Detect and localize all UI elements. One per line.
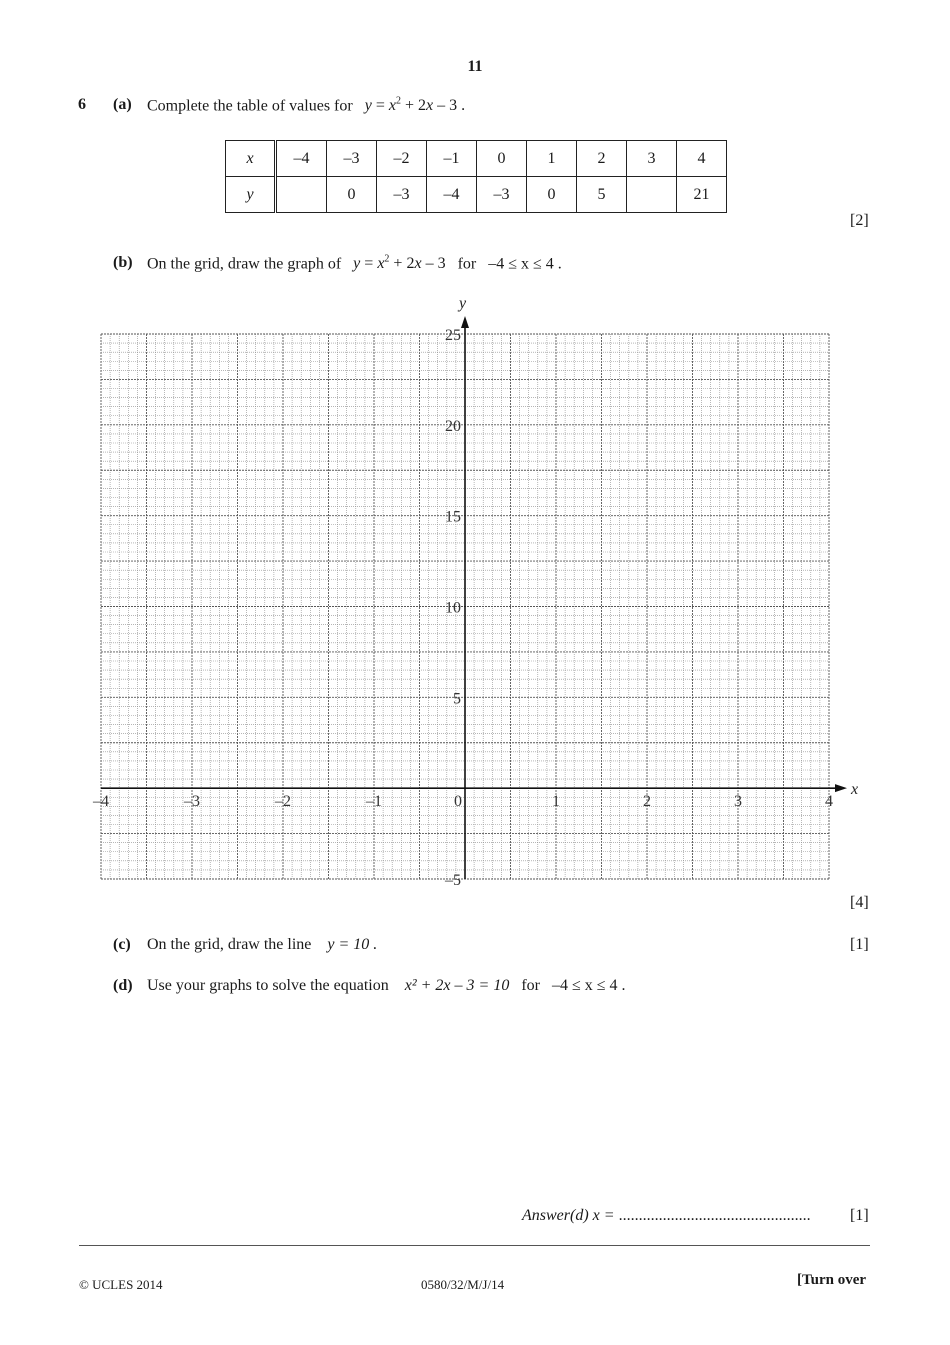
- x-tick-label: –2: [275, 793, 291, 811]
- part-c-marks: [1]: [850, 936, 869, 953]
- tick-labels: [92, 295, 858, 889]
- part-b-range: –4 ≤ x ≤ 4 .: [488, 255, 562, 273]
- x-tick-label: –1: [366, 793, 382, 811]
- part-d-range-text: for: [521, 977, 540, 994]
- part-c-label: (c): [113, 936, 131, 953]
- y-tick-label: 20: [445, 417, 461, 435]
- part-d-equation: x² + 2x – 3 = 10: [404, 977, 510, 994]
- table-y-cell: –3: [377, 177, 427, 213]
- part-c-line: y = 10 .: [327, 936, 378, 953]
- part-b-label: (b): [113, 254, 133, 271]
- answer-input[interactable]: ................................................: [618, 1207, 811, 1224]
- copyright: © UCLES 2014: [79, 1277, 163, 1292]
- x-axis-label: x: [851, 781, 859, 799]
- table-y-header: y: [226, 177, 276, 213]
- turn-over: [Turn over: [797, 1272, 867, 1288]
- x-tick-label: 4: [825, 793, 833, 811]
- part-d-instruction: Use your graphs to solve the equation: [147, 977, 389, 994]
- x-tick-label: 1: [552, 793, 560, 811]
- x-tick-label: 3: [734, 793, 742, 811]
- part-a-instruction: Complete the table of values for: [147, 97, 353, 115]
- table-x-cell: 0: [477, 141, 527, 177]
- table-x-cell: –2: [377, 141, 427, 177]
- y-tick-label: 25: [445, 327, 461, 344]
- part-d-marks: [1]: [850, 1207, 869, 1224]
- question-number: 6: [78, 96, 86, 113]
- part-b-equation: $y = x^2 + 2x - 3$: [353, 254, 446, 273]
- table-x-cell: –3: [327, 141, 377, 177]
- part-a-label: (a): [113, 96, 132, 113]
- footer-divider: [79, 1245, 870, 1246]
- table-y-cell: 5: [577, 177, 627, 213]
- paper-code: 0580/32/M/J/14: [421, 1277, 505, 1292]
- x-tick-label: 0: [454, 793, 462, 811]
- answer-line: [522, 1207, 811, 1225]
- part-b-instruction: On the grid, draw the graph of: [147, 255, 342, 273]
- x-axis-arrow-icon: [835, 784, 847, 792]
- y-tick-label: 10: [445, 599, 461, 617]
- part-b-marks: [4]: [850, 894, 869, 911]
- table-x-cell: 4: [677, 141, 727, 177]
- y-tick-label: 15: [445, 508, 461, 526]
- y-tick-label: –5: [445, 872, 461, 889]
- table-x-cell: –4: [276, 141, 327, 177]
- table-x-cell: –1: [427, 141, 477, 177]
- y-axis-label: y: [459, 295, 467, 312]
- part-b-range-text: for: [457, 255, 477, 273]
- part-c-instruction: On the grid, draw the line: [147, 936, 312, 953]
- part-c-text: [147, 936, 377, 954]
- part-d-label: (d): [113, 977, 133, 994]
- part-a-equation: $y = x^2 + 2x - 3$ .: [364, 96, 466, 115]
- y-tick-label: 5: [453, 690, 461, 708]
- answer-label: Answer(d) x =: [522, 1207, 615, 1224]
- table-y-cell: –3: [477, 177, 527, 213]
- y-axis-arrow-icon: [461, 316, 469, 328]
- x-tick-label: 2: [643, 793, 651, 811]
- table-x-header: x: [226, 141, 276, 177]
- x-tick-label: –3: [184, 793, 200, 811]
- part-d-text: [147, 977, 626, 995]
- x-tick-label: –4: [93, 793, 109, 811]
- table-x-cell: 3: [627, 141, 677, 177]
- part-a-marks: [2]: [850, 212, 869, 229]
- table-x-cell: 2: [577, 141, 627, 177]
- table-x-cell: 1: [527, 141, 577, 177]
- table-y-cell: –4: [427, 177, 477, 213]
- page-number: 11: [467, 58, 483, 75]
- part-d-range: –4 ≤ x ≤ 4 .: [551, 977, 626, 994]
- table-y-cell: 0: [327, 177, 377, 213]
- table-y-cell: 21: [677, 177, 727, 213]
- table-y-cell: 0: [527, 177, 577, 213]
